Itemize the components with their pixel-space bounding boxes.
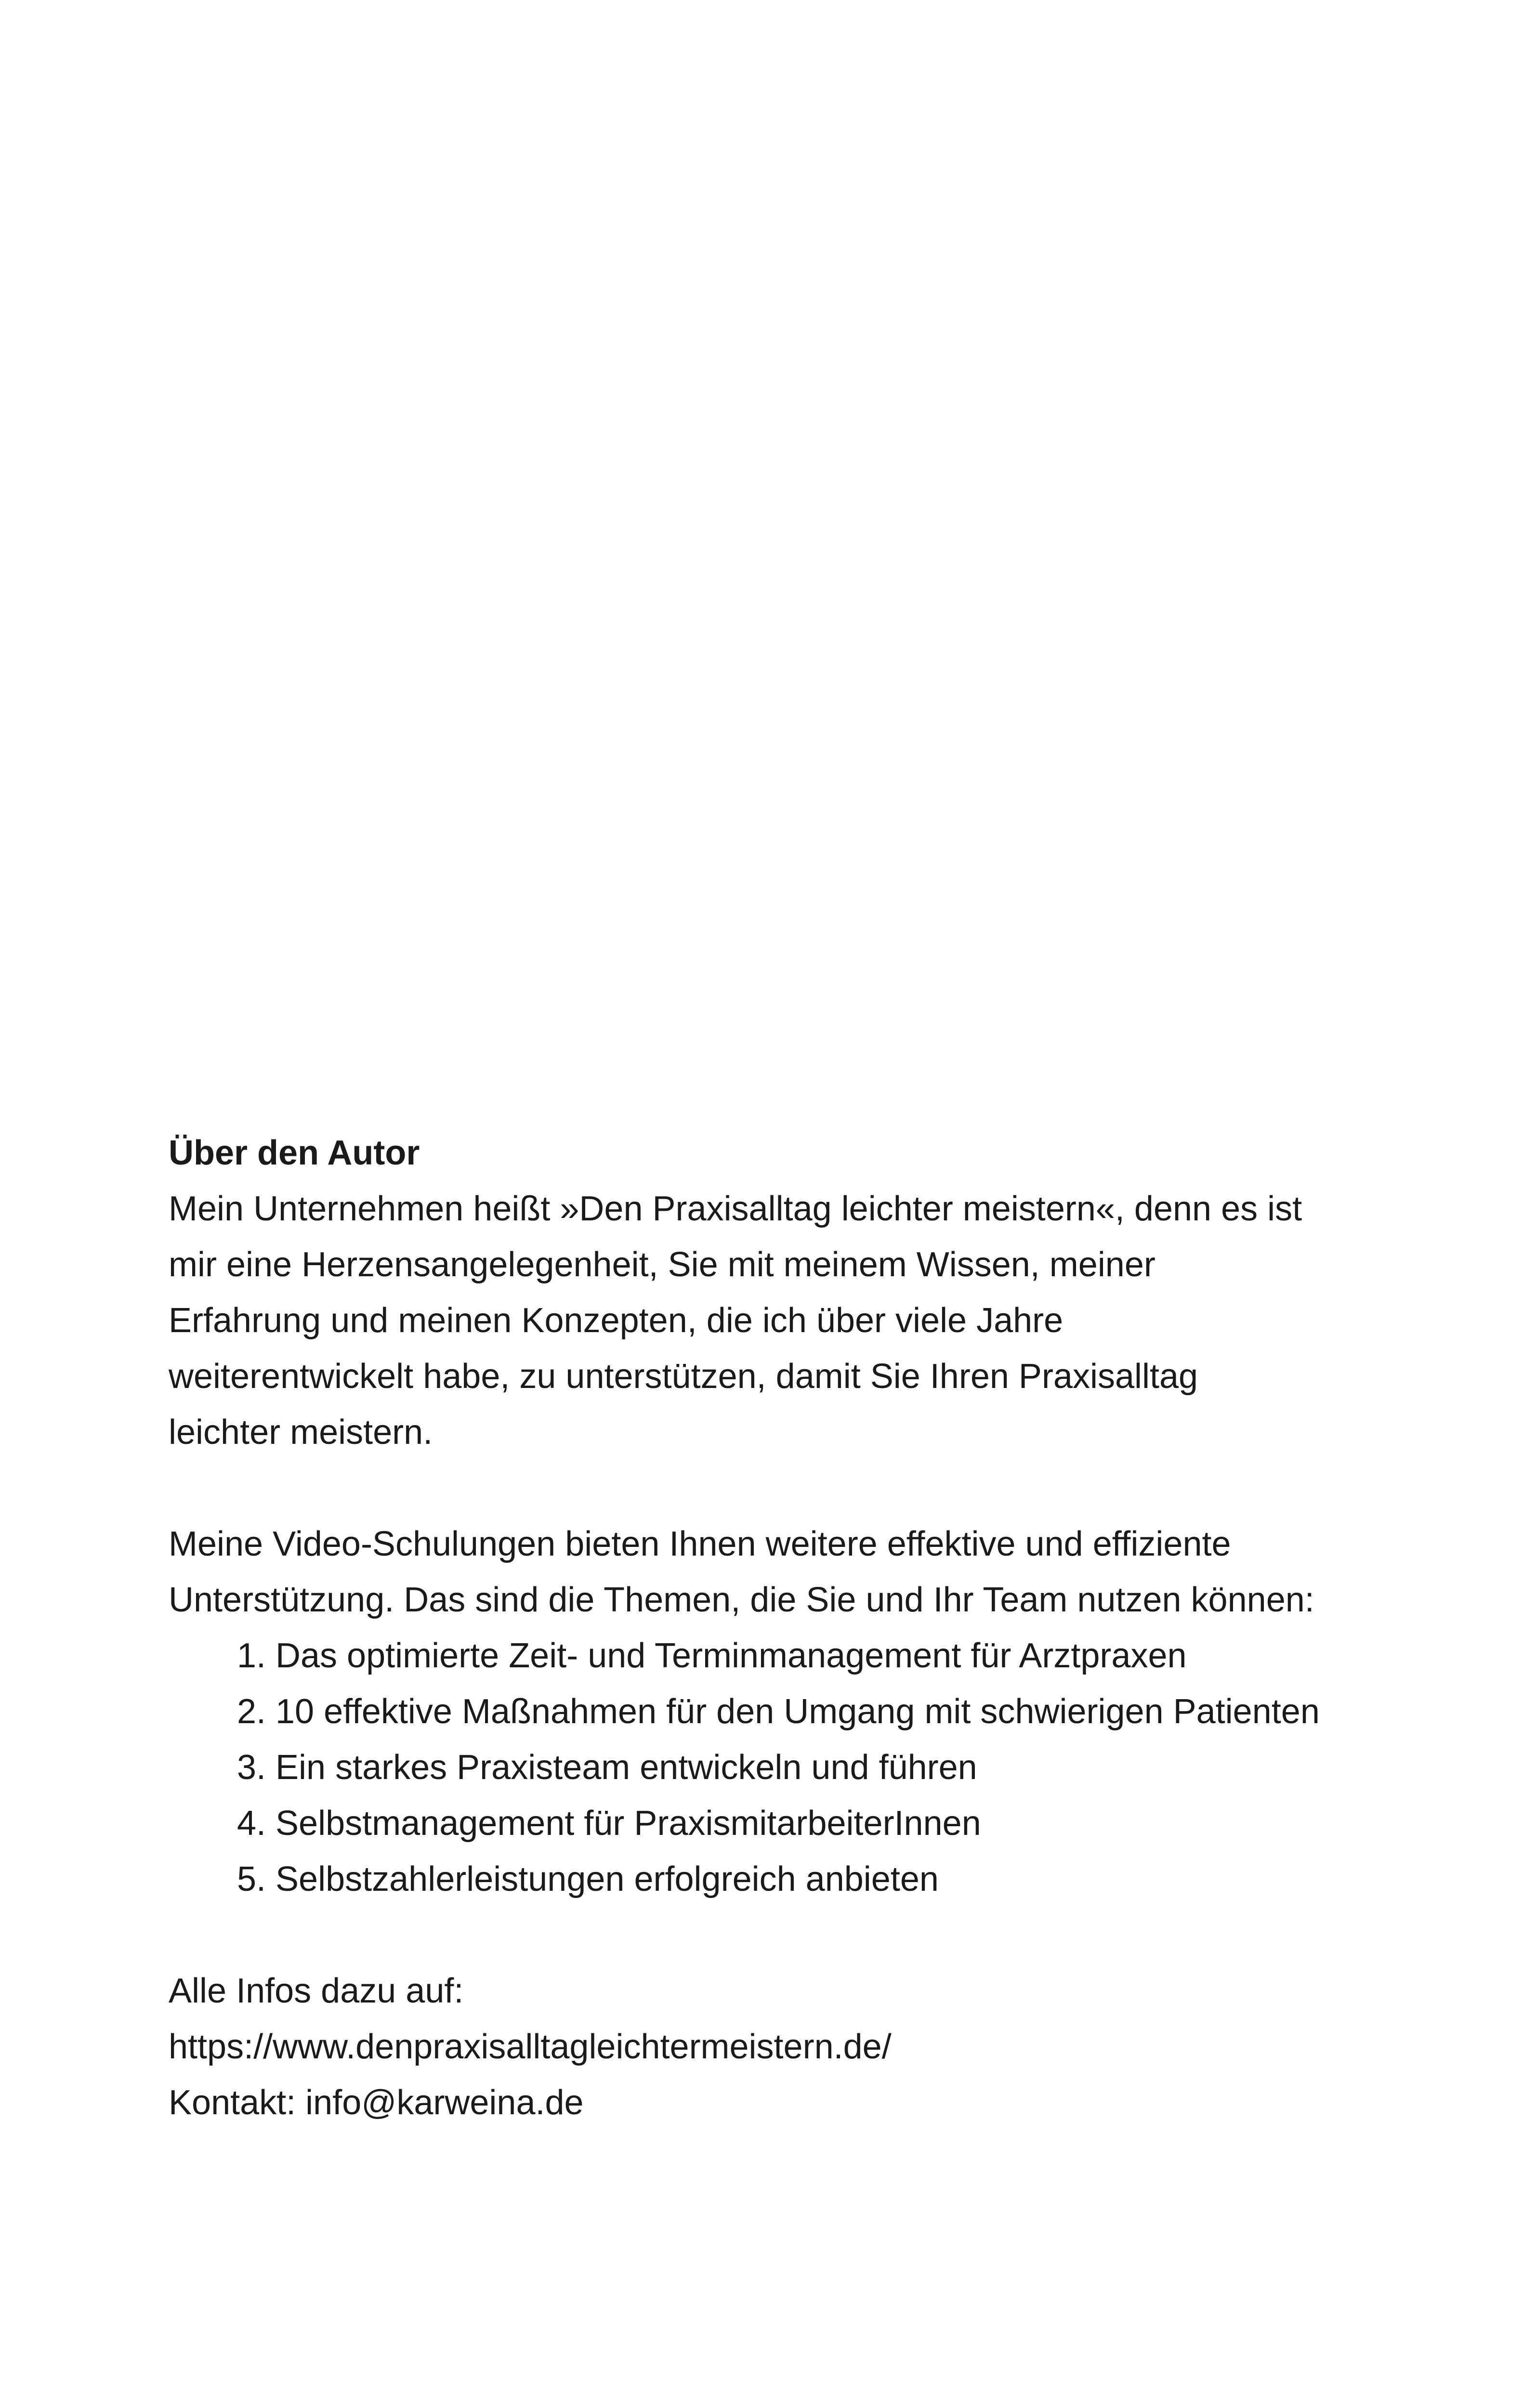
- list-item: [236, 1684, 1402, 1740]
- list-item-text: Das optimierte Zeit- und Terminmanagement für Arztpraxen: [276, 1636, 1187, 1675]
- list-item: [236, 1628, 1402, 1684]
- list-item-text: Selbstzahlerleistungen erfolgreich anbieten: [276, 1860, 939, 1898]
- list-item: [236, 1740, 1402, 1795]
- list-item-number: 3.: [236, 1748, 266, 1787]
- list-item-number: 4.: [236, 1804, 266, 1843]
- themes-list: [169, 1628, 1402, 1907]
- video-line: Unterstützung. Das sind die Themen, die Sie und Ihr Team nutzen können:: [169, 1581, 1314, 1619]
- list-item-number: 5.: [236, 1860, 266, 1898]
- intro-line: Mein Unternehmen heißt »Den Praxisalltag leichter meistern«, denn es ist: [169, 1190, 1302, 1228]
- video-training-paragraph: [169, 1516, 1402, 1628]
- list-item-number: 2.: [236, 1692, 266, 1731]
- list-item-text: Ein starkes Praxisteam entwickeln und führen: [276, 1748, 977, 1787]
- list-item: [236, 1851, 1402, 1907]
- intro-line: Erfahrung und meinen Konzepten, die ich über viele Jahre: [169, 1301, 1063, 1340]
- about-author-section: [169, 1125, 1402, 2131]
- list-item: [236, 1795, 1402, 1851]
- info-label: Alle Infos dazu auf:: [169, 1972, 464, 2010]
- paragraph-spacer: [169, 1907, 1402, 1963]
- list-item-text: Selbstmanagement für PraxismitarbeiterInnen: [276, 1804, 981, 1843]
- video-line: Meine Video-Schulungen bieten Ihnen weitere effektive und effiziente: [169, 1525, 1231, 1563]
- list-item-text: 10 effektive Maßnahmen für den Umgang mit schwierigen Patienten: [276, 1692, 1320, 1731]
- list-item-number: 1.: [236, 1636, 266, 1675]
- website-link[interactable]: https://www.denpraxisalltagleichtermeistern.de/: [169, 2028, 892, 2066]
- section-heading: Über den Autor: [169, 1134, 420, 1172]
- intro-paragraph: [169, 1181, 1402, 1460]
- intro-line: mir eine Herzensangelegenheit, Sie mit meinem Wissen, meiner: [169, 1245, 1155, 1284]
- paragraph-spacer: [169, 1460, 1402, 1516]
- intro-line: weiterentwickelt habe, zu unterstützen, damit Sie Ihren Praxisalltag: [169, 1357, 1198, 1396]
- intro-line: leichter meistern.: [169, 1413, 433, 1452]
- contact-line: Kontakt: info@karweina.de: [169, 2083, 584, 2122]
